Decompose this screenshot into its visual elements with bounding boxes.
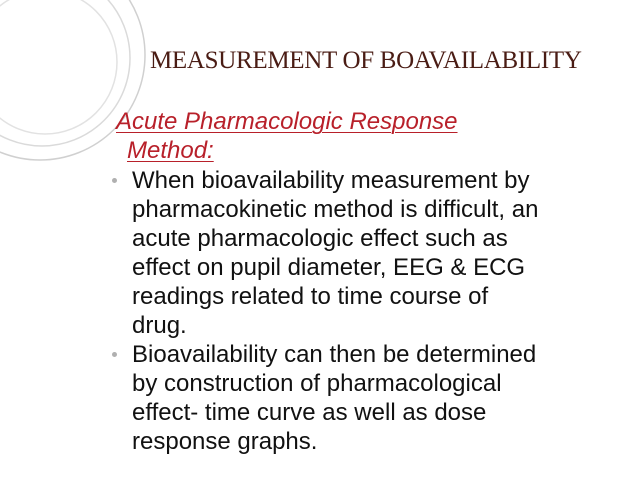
bullet-dot-icon xyxy=(112,352,117,357)
subheading-line-1: Acute Pharmacologic Response xyxy=(116,108,458,135)
bullet-dot-icon xyxy=(112,178,117,183)
bullet-list xyxy=(112,166,622,456)
bullet-line: drug. xyxy=(132,312,187,339)
bullet-line: by construction of pharmacological xyxy=(132,370,502,397)
bullet-line: Bioavailability can then be determined xyxy=(132,341,537,368)
bullet-line: acute pharmacologic effect such as xyxy=(132,225,508,252)
ring-inner xyxy=(0,0,117,134)
bullet-line: effect on pupil diameter, EEG & ECG xyxy=(132,254,526,281)
bullet-item xyxy=(112,166,622,340)
bullet-line: effect- time curve as well as dose xyxy=(132,399,487,426)
slide-title: MEASUREMENT OF BOAVAILABILITY xyxy=(150,47,582,74)
bullet-line: When bioavailability measurement by xyxy=(132,167,530,194)
ring-middle xyxy=(0,0,130,146)
bullet-line: readings related to time course of xyxy=(132,283,489,310)
bullet-line: response graphs. xyxy=(132,428,318,455)
section-subheading xyxy=(116,107,596,165)
bullet-item xyxy=(112,340,622,456)
subheading-line-2: Method: xyxy=(127,137,214,164)
bullet-line: pharmacokinetic method is difficult, an xyxy=(132,196,539,223)
